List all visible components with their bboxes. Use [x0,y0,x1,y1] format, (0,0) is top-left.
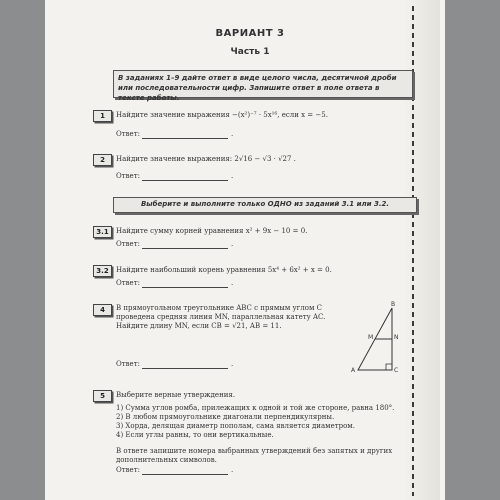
statement-4: 4) Если углы равны, то они вертикальные. [116,431,274,439]
task-3-1-text: Найдите сумму корней уравнения x² + 9x − 10 = 0. [116,227,308,235]
choose-instruction-box: Выберите и выполните только ОДНО из заданий 3.1 или 3.2. [113,197,417,213]
variant-title: ВАРИАНТ 3 [215,28,285,39]
answer-label-5: Ответ: [116,466,140,474]
answer-period-3-2: . [231,279,234,287]
answer-label-3-2: Ответ: [116,279,140,287]
statement-3: 3) Хорда, делящая диаметр пополам, сама является диаметром. [116,422,355,430]
part-title: Часть 1 [230,47,270,57]
answer-field-4[interactable] [142,368,228,369]
instructions-box: В заданиях 1–9 дайте ответ в виде целого числа, десятичной дроби или последовательности цифр. Запишите ответ в поле ответа в тексте работы. [113,70,413,98]
task-number-3-1: 3.1 [93,226,112,238]
label-b: B [391,301,396,308]
answer-label-3-1: Ответ: [116,240,140,248]
answer-label-1: Ответ: [116,130,140,138]
task-3-2-text: Найдите наибольший корень уравнения 5x⁴ + 6x² + x = 0. [116,266,332,274]
task-5-text: Выберите верные утверждения. [116,391,236,399]
answer-period-4: . [231,360,234,368]
task-number-5: 5 [93,390,112,402]
answer-label-4: Ответ: [116,360,140,368]
answer-field-3-2[interactable] [142,287,228,288]
label-n: N [394,334,399,341]
statement-2: 2) В любом прямоугольнике диагонали перпендикулярны. [116,413,335,421]
task-4-text: В прямоугольном треугольнике ABC с прямым углом C проведена средняя линия MN, параллельная катету AC. Найдите длину MN, если CB = √21, AB = 11. [116,304,326,330]
task-number-1: 1 [93,110,112,122]
statement-1: 1) Сумма углов ромба, прилежащих к одной и той же стороне, равна 180°. [116,404,395,412]
answer-period-1: . [231,130,234,138]
answer-period-3-1: . [231,240,234,248]
task-1-text: Найдите значение выражения −(x²)⁻⁷ · 5x¹⁶, если x = −5. [116,111,328,119]
right-angle-mark [386,364,392,370]
answer-field-5[interactable] [142,474,228,475]
task-5-note: В ответе запишите номера выбранных утверждений без запятых и других дополнительных символов. [116,447,393,464]
answer-field-2[interactable] [142,180,228,181]
label-c: C [394,367,399,374]
answer-field-3-1[interactable] [142,248,228,249]
answer-field-1[interactable] [142,138,228,139]
task-number-4: 4 [93,304,112,316]
label-a: A [351,367,356,374]
answer-period-2: . [231,172,234,180]
label-m: M [368,334,374,341]
answer-label-2: Ответ: [116,172,140,180]
task-number-3-2: 3.2 [93,265,112,277]
triangle-figure [350,300,410,380]
answer-period-5: . [231,466,234,474]
task-2-text: Найдите значение выражения: 2√16 − √3 · √27 . [116,155,296,163]
task-number-2: 2 [93,154,112,166]
